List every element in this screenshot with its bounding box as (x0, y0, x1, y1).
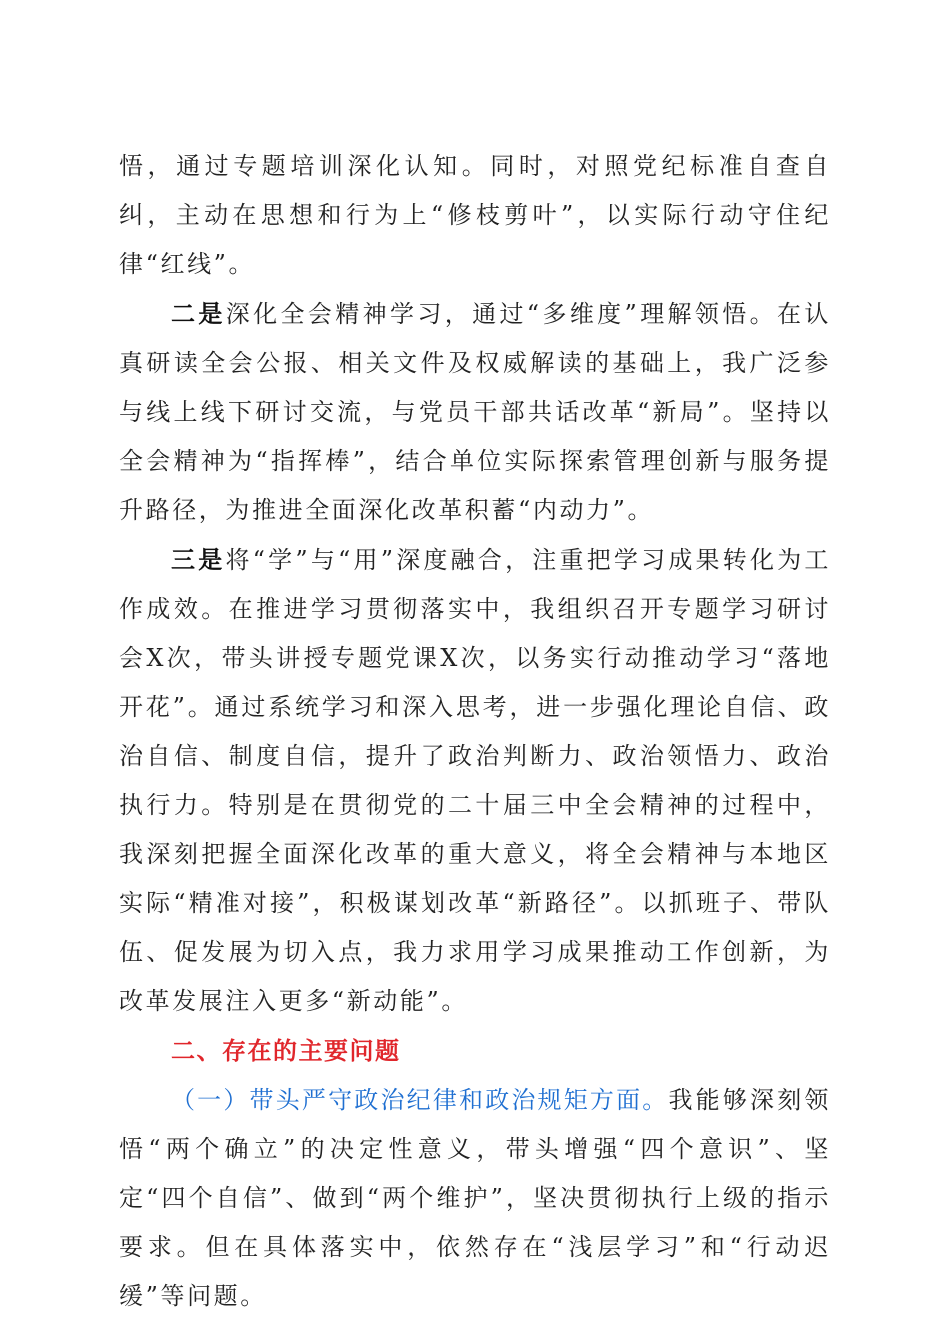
paragraph-1: 悟，通过专题培训深化认知。同时，对照党纪标准自查自纠，主动在思想和行为上“修枝剪叶”，以实际行动守住纪律“红线”。 (119, 152, 831, 278)
paragraph-4-subheading: （一）带头严守政治纪律和政治规矩方面。 (171, 1086, 669, 1114)
paragraph-4 (119, 1076, 831, 1321)
paragraph-2 (119, 289, 831, 535)
paragraph-2-lead: 二是 (171, 299, 226, 328)
section-heading: 二、存在的主要问题 (171, 1037, 401, 1065)
paragraph-3-lead: 三是 (171, 545, 226, 574)
paragraph-3 (119, 535, 831, 1026)
paragraph-3-body: 将“学”与“用”深度融合，注重把学习成果转化为工作成效。在推进学习贯彻落实中，我组织召开专题学习研讨会X次，带头讲授专题党课X次，以务实行动推动学习“落地开花”。通过系统学习和深入思考，进一步强化理论自信、政治自信、制度自信，提升了政治判断力、政治领悟力、政治执行力。特别是在贯彻党的二十届三中全会精神的过程中，我深刻把握全面深化改革的重大意义，将全会精神与本地区实际“精准对接”，积极谋划改革“新路径”。以抓班子、带队伍、促发展为切入点，我力求用学习成果推动工作创新，为改革发展注入更多“新动能”。 (119, 546, 832, 1015)
paragraph-2-body: 深化全会精神学习，通过“多维度”理解领悟。在认真研读全会公报、相关文件及权威解读的基础上，我广泛参与线上线下研讨交流，与党员干部共话改革“新局”。坚持以全会精神为“指挥棒”，结合单位实际探索管理创新与服务提升路径，为推进全面深化改革积蓄“内动力”。 (119, 300, 832, 524)
paragraph-4-body: 我能够深刻领悟“两个确立”的决定性意义，带头增强“四个意识”、坚定“四个自信”、做到“两个维护”，坚决贯彻执行上级的指示要求。但在具体落实中，依然存在“浅层学习”和“行动迟缓”等问题。 (119, 1086, 831, 1310)
document-body (119, 142, 831, 1321)
